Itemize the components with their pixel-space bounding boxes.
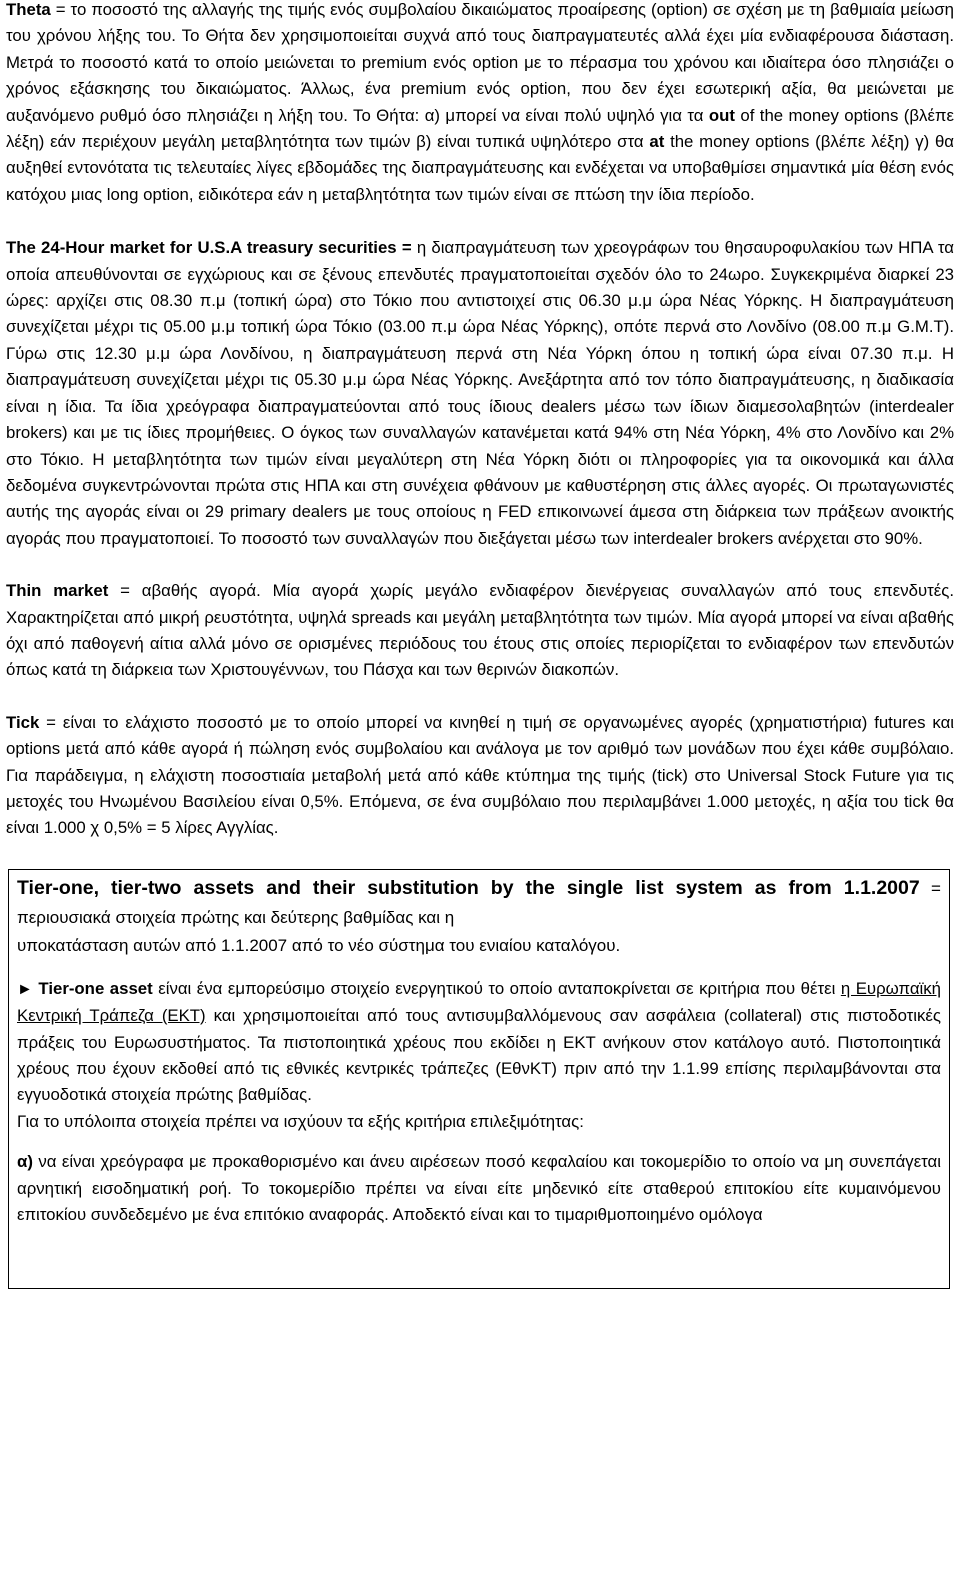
arrow-right-icon: ► <box>17 980 33 998</box>
term-theta: Theta <box>6 0 51 19</box>
tier-assets-title: Tier-one, tier-two assets and their substitution by the single list system as from 1.1.2007 = περιουσιακά στοιχεία πρώτης και δεύτερης βαθμίδας και η υποκατάσταση αυτών από 1.1.2007 από το νέο σύστημα του ενιαίου καταλόγου. <box>17 876 941 955</box>
term-tier-one-asset: Tier-one asset <box>38 978 153 998</box>
criteria-intro: Για το υπόλοιπα στοιχεία πρέπει να ισχύουν τα εξής κριτήρια επιλεξιμότητας: <box>17 1111 584 1131</box>
entry-thin-market: Thin market = αβαθής αγορά. Μία αγορά χωρίς μεγάλο ενδιαφέρον διενέργειας συναλλαγών από τους επενδυτές. Χαρακτηρίζεται από μικρή ρευστότητα, υψηλά spreads και μεγάλη μεταβλητότητα των τιμών. Μία αγορά μπορεί να είναι αβαθής όχι από παθογενή αίτια αλλά μόνο σε ορισμένες περιόδους του έτους στις οποίες περιορίζεται το ενδιαφέρον των επενδυτών όπως κατά τη διάρκεια των Χριστουγέννων, του Πάσχα και των θερινών διακοπών. <box>6 581 955 680</box>
entry-tick: Tick = είναι το ελάχιστο ποσοστό με το οποίο μπορεί να κινηθεί η τιμή σε οργανωμένες αγορές (χρηματιστήρια) futures και options μετά από κάθε αγορά ή πώληση ενός συμβολαίου και ανάλογα με τον αριθμό των μονάδων που έχει κάθε συμβόλαιο. Για παράδειγμα, η ελάχιστη ποσοστιαία μεταβολή μετά από κάθε κτύπημα της τιμής (tick) στο Universal Stock Future για τις μετοχές του Ηνωμένου Βασιλείου είναι 0,5%. Επόμενα, σε ένα συμβόλαιο που περιλαμβάνει 1.000 μετοχές, η αξία του tick θα είναι 1.000 χ 0,5% = 5 λίρες Αγγλίας. <box>6 712 954 838</box>
term-tick: Tick <box>6 712 40 732</box>
criterion-a-label: α) <box>17 1152 33 1172</box>
entry-24-hour-market: The 24-Hour market for U.S.A treasury securities = η διαπραγμάτευση των χρεογράφων του θησαυροφυλακίου των ΗΠΑ τα οποία απευθύνονται σε εγχώριους και σε ξένους επενδυτές πραγματοποιείται σχεδόν όλο το 24ωρο. Συγκεκριμένα διαρκεί 23 ώρες: αρχίζει στις 08.30 π.μ (τοπική ώρα) στο Τόκιο που αντιστοιχεί στις 06.30 μ.μ ώρα Νέας Υόρκης. Η διαπραγμάτευση συνεχίζεται μέχρι τις 05.00 μ.μ τοπική ώρα Τόκιο (03.00 π.μ ώρα Νέας Υόρκης), οπότε περνά στο Λονδίνο (08.00 π.μ G.M.T). Γύρω στις 12.30 μ.μ ώρα Λονδίνου, η διαπραγμάτευση περνά στη Νέα Υόρκη όπου η τοπική ώρα είναι 07.30 π.μ. Η διαπραγμάτευση συνεχίζεται μέχρι τις 05.30 μ.μ ώρα Νέας Υόρκης. Ανεξάρτητα από τον τόπο διαπραγμάτευσης, η διαδικασία είναι η ίδια. Τα ίδια χρεόγραφα διαπραγματεύονται από τους ίδιους dealers μέσω των ίδιων διαμεσολαβητών (interdealer brokers) και με τις ίδιες προμήθειες. Ο όγκος των συναλλαγών κατανέμεται κατά 94% στη Νέα Υόρκη, 4% στο Λονδίνο και 2% στο Τόκιο. Η μεταβλητότητα των τιμών είναι μεγαλύτερη στη Νέα Υόρκη διότι οι πληροφορίες για τα οικονομικά και άλλα δεδομένα συγκεντρώνονται πρώτα στις ΗΠΑ και στη συνέχεια φθάνουν με καθυστέρηση στις άλλες αγορές. Οι πρωταγωνιστές αυτής της αγοράς είναι οι 29 primary dealers με τους οποίους η FED επικοινωνεί άμεσα στη διάρκεια των πράξεων ανοικτής αγοράς που πραγματοποιεί. Το ποσοστό των συναλλαγών που διεξάγεται μέσω των interdealer brokers ανέρχεται στο 90%. <box>6 238 954 548</box>
ecb-reference: η Ευρωπαϊκή Κεντρική Τράπεζα (ΕΚΤ) <box>17 978 941 1026</box>
tier-assets-box <box>8 869 950 1289</box>
term-thin-market: Thin market <box>6 581 109 601</box>
term-24-hour-market: The 24-Hour market for U.S.A treasury securities <box>6 238 397 258</box>
tier-one-asset-paragraph: ► Tier-one asset είναι ένα εμπορεύσιμο στοιχείο ενεργητικού το οποίο ανταποκρίνεται σε κριτήρια που θέτει η Ευρωπαϊκή Κεντρική Τράπεζα (ΕΚΤ) και χρησιμοποιείται από τους αντισυμβαλλόμενους σαν ασφάλεια (collateral) στις πιστοδοτικές πράξεις του Ευρωσυστήματος. Τα πιστοποιητικά χρέους που εκδίδει η ΕΚΤ ανήκουν στον κατάλογο αυτό. Πιστοποιητικά χρέους που έχουν εκδοθεί από τις εθνικές κεντρικές τράπεζες (ΕθνΚΤ) πριν από την 1.1.99 επίσης περιλαμβάνονται στα εγγυοδοτικά στοιχεία πρώτης βαθμίδας. <box>17 978 941 1105</box>
criterion-a: α) να είναι χρεόγραφα με προκαθορισμένο και άνευ αιρέσεων ποσό κεφαλαίου και τοκομερίδιο το οποίο να μη συνεπάγεται αρνητική εισοδηματική ροή. Το τοκομερίδιο πρέπει να είναι είτε μηδενικό είτε σταθερού επιτοκίου είτε κυμαινόμενου επιτοκίου συνδεδεμένο με ένα επιτόκιο αναφοράς. Αποδεκτό είναι και το τιμαριθμοποιημένο ομόλογα <box>17 1152 941 1225</box>
entry-theta: Theta = το ποσοστό της αλλαγής της τιμής ενός συμβολαίου δικαιώματος προαίρεσης (option) σε σχέση με τη βαθμιαία μείωση του χρόνου λήξης του. Το Θήτα δεν χρησιμοποιείται συχνά από τους διαπραγματευτές αλλά έχει μία ενδιαφέρουσα διάσταση. Μετρά το ποσοστό κατά το οποίο μειώνεται το premium ενός option με το πέρασμα του χρόνου και ιδιαίτερα όσο πλησιάζει ο χρόνος εξάσκησης του δικαιώματος. Άλλως, ένα premium ενός option, που δεν έχει εσωτερική αξία, θα μειώνεται με αυξανόμενο ρυθμό όσο πλησιάζει η λήξη του. Το Θήτα: α) μπορεί να είναι πολύ υψηλό για τα out of the money options (βλέπε λέξη) εάν περιέχουν μεγάλη μεταβλητότητα των τιμών β) είναι τυπικά υψηλότερο στα at the money options (βλέπε λέξη) γ) θα αυξηθεί εντονότατα τις τελευταίες λίγες εβδομάδες της διαπραγμάτευσης και ενδέχεται να υποβαθμίσει σημαντικά μία θέση ενός κατόχου μιας long option, ειδικότερα εάν η μεταβλητότητα των τιμών είναι σε πτώση την ίδια περίοδο. <box>6 0 955 204</box>
